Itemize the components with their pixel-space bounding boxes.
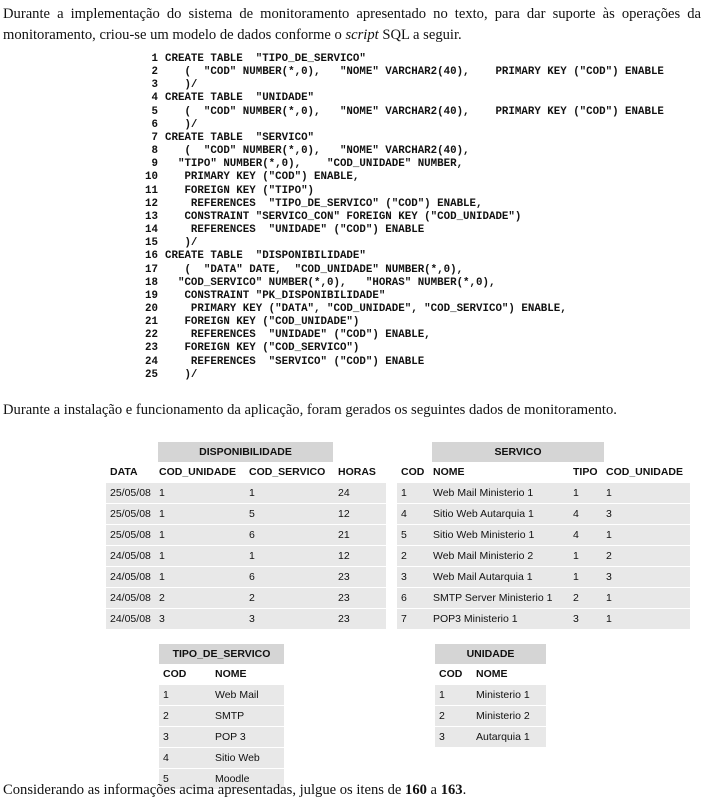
line-number: 13 [145, 210, 158, 223]
table-row [397, 588, 690, 609]
table-row [397, 546, 690, 567]
sql-code: CREATE TABLE "SERVICO" [165, 131, 315, 144]
column-header: COD_SERVICO [245, 462, 334, 483]
table-row [397, 609, 690, 630]
sql-line [128, 224, 664, 237]
item-end-number: 163 [440, 782, 463, 798]
table-cell: Ministerio 2 [472, 706, 546, 727]
sql-line [128, 303, 664, 316]
table-row [159, 706, 284, 727]
table-cell: 25/05/08 [106, 504, 155, 525]
table-row [106, 504, 386, 525]
line-number: 20 [145, 302, 158, 315]
table-row [106, 546, 386, 567]
sql-code: )/ [165, 118, 198, 131]
sql-code: CREATE TABLE "DISPONIBILIDADE" [165, 250, 366, 263]
data-paragraph: Durante a instalação e funcionamento da aplicação, foram gerados os seguintes dados de monitoramento. [3, 402, 617, 418]
table-row [159, 748, 284, 769]
table-cell: 2 [569, 588, 602, 609]
table-row [435, 685, 546, 706]
line-number: 11 [145, 184, 158, 197]
line-number: 12 [145, 197, 158, 210]
intro-text-end: SQL a seguir. [378, 27, 462, 43]
intro-paragraph [3, 4, 701, 46]
table-cell: 2 [435, 706, 472, 727]
table-cell: 2 [155, 588, 245, 609]
table-cell: 21 [334, 525, 386, 546]
table-cell: 1 [569, 567, 602, 588]
sql-line [128, 342, 664, 355]
table-cell: 7 [397, 609, 429, 630]
table-cell: 23 [334, 609, 386, 630]
table-cell: 23 [334, 588, 386, 609]
table-cell: Ministerio 1 [472, 685, 546, 706]
sql-code: FOREIGN KEY ("COD_UNIDADE") [165, 316, 360, 329]
table-cell: 12 [334, 504, 386, 525]
column-header: COD_UNIDADE [602, 462, 690, 483]
item-start-number: 160 [405, 782, 427, 798]
sql-code: REFERENCES "UNIDADE" ("COD") ENABLE [165, 224, 425, 237]
table-cell: 1 [155, 546, 245, 567]
sql-code: ( "COD" NUMBER(*,0), "NOME" VARCHAR2(40), PRIMARY KEY ("COD") ENABLE [165, 105, 664, 118]
sql-line [128, 106, 664, 119]
table-cell: 4 [397, 504, 429, 525]
sql-line [128, 185, 664, 198]
sql-code: )/ [165, 368, 198, 381]
table-cell: 3 [159, 727, 211, 748]
sql-code: CONSTRAINT "PK_DISPONIBILIDADE" [165, 289, 386, 302]
line-number: 24 [145, 355, 158, 368]
table-row [159, 685, 284, 706]
table-cell: 4 [569, 504, 602, 525]
line-number: 22 [145, 329, 158, 342]
sql-line [128, 92, 664, 105]
line-number: 15 [145, 237, 158, 250]
table-cell: SMTP [211, 706, 284, 727]
line-number: 17 [145, 263, 158, 276]
column-header: COD [159, 664, 211, 685]
table-cell: 1 [245, 546, 334, 567]
table-cell: 3 [155, 609, 245, 630]
sql-line [128, 264, 664, 277]
closing-connector: a [426, 782, 441, 798]
column-header: HORAS [334, 462, 386, 483]
line-number: 21 [145, 316, 158, 329]
table-cell: 12 [334, 546, 386, 567]
sql-line [128, 211, 664, 224]
table-cell: 2 [245, 588, 334, 609]
table-cell: 1 [569, 483, 602, 504]
sql-line [128, 250, 664, 263]
table-cell: 1 [397, 483, 429, 504]
sql-script [128, 53, 664, 382]
table-cell: Moodle [211, 769, 284, 790]
table-cell: 5 [397, 525, 429, 546]
table-header-row [435, 664, 546, 685]
table-cell: 6 [245, 525, 334, 546]
table-header-row [159, 664, 284, 685]
table-cell: SMTP Server Ministerio 1 [429, 588, 569, 609]
intro-italic-word: script [345, 27, 379, 43]
table-cell: 4 [569, 525, 602, 546]
unidade-title: UNIDADE [435, 644, 546, 664]
line-number: 2 [151, 66, 158, 79]
sql-code: )/ [165, 237, 198, 250]
sql-line [128, 369, 664, 382]
servico-title: SERVICO [432, 442, 604, 462]
intro-text: Durante a implementação do sistema de monitoramento apresentado no texto, para dar suporte às operações da monitoramento, criou-se um modelo de dados conforme o [3, 6, 701, 43]
unidade-table [435, 644, 546, 747]
table-cell: 23 [334, 567, 386, 588]
line-number: 7 [151, 131, 158, 144]
table-cell: 1 [159, 685, 211, 706]
line-number: 18 [145, 276, 158, 289]
column-header: NOME [429, 462, 569, 483]
column-header: COD [397, 462, 429, 483]
table-cell: 4 [159, 748, 211, 769]
table-row [159, 727, 284, 748]
line-number: 9 [151, 158, 158, 171]
table-cell: 2 [159, 706, 211, 727]
line-number: 25 [145, 368, 158, 381]
table-cell: 1 [435, 685, 472, 706]
table-header-row [106, 462, 386, 483]
sql-code: PRIMARY KEY ("DATA", "COD_UNIDADE", "COD_SERVICO") ENABLE, [165, 302, 567, 315]
table-cell: 1 [602, 588, 690, 609]
table-cell: Sitio Web Autarquia 1 [429, 504, 569, 525]
table-cell: 1 [602, 483, 690, 504]
table-row [397, 504, 690, 525]
table-cell: 1 [155, 525, 245, 546]
line-number: 3 [151, 79, 158, 92]
disponibilidade-table [106, 442, 386, 629]
sql-code: ( "DATA" DATE, "COD_UNIDADE" NUMBER(*,0), [165, 263, 464, 276]
line-number: 16 [145, 250, 158, 263]
table-cell: 6 [245, 567, 334, 588]
table-cell: POP3 Ministerio 1 [429, 609, 569, 630]
servico-table [397, 442, 690, 629]
table-cell: Web Mail Autarquia 1 [429, 567, 569, 588]
column-header: COD_UNIDADE [155, 462, 245, 483]
line-number: 19 [145, 289, 158, 302]
sql-line [128, 171, 664, 184]
table-row [106, 588, 386, 609]
sql-line [128, 66, 664, 79]
table-cell: 25/05/08 [106, 483, 155, 504]
sql-line [128, 158, 664, 171]
table-cell: Web Mail [211, 685, 284, 706]
table-cell: 1 [155, 504, 245, 525]
sql-code: "TIPO" NUMBER(*,0), "COD_UNIDADE" NUMBER, [165, 158, 464, 171]
table-row [435, 727, 546, 748]
table-row [106, 483, 386, 504]
table-cell: Autarquia 1 [472, 727, 546, 748]
table-row [397, 483, 690, 504]
table-cell: 6 [397, 588, 429, 609]
sql-code: "COD_SERVICO" NUMBER(*,0), "HORAS" NUMBER(*,0), [165, 276, 496, 289]
tipo-de-servico-grid [159, 664, 284, 789]
table-cell: 1 [569, 546, 602, 567]
table-cell: 2 [397, 546, 429, 567]
column-header: NOME [211, 664, 284, 685]
sql-code: PRIMARY KEY ("COD") ENABLE, [165, 171, 360, 184]
column-header: TIPO [569, 462, 602, 483]
table-cell: 2 [602, 546, 690, 567]
sql-code: REFERENCES "TIPO_DE_SERVICO" ("COD") ENABLE, [165, 197, 483, 210]
sql-code: ( "COD" NUMBER(*,0), "NOME" VARCHAR2(40), [165, 145, 470, 158]
sql-code: FOREIGN KEY ("COD_SERVICO") [165, 342, 360, 355]
servico-grid [397, 462, 690, 629]
table-row [397, 567, 690, 588]
sql-line [128, 145, 664, 158]
table-cell: 1 [602, 609, 690, 630]
table-cell: 5 [159, 769, 211, 790]
table-cell: 3 [397, 567, 429, 588]
column-header: DATA [106, 462, 155, 483]
table-cell: 24/05/08 [106, 546, 155, 567]
sql-line [128, 316, 664, 329]
column-header: COD [435, 664, 472, 685]
table-cell: 24/05/08 [106, 609, 155, 630]
line-number: 6 [151, 118, 158, 131]
disponibilidade-grid [106, 462, 386, 629]
table-row [106, 567, 386, 588]
table-header-row [397, 462, 690, 483]
table-cell: 24 [334, 483, 386, 504]
sql-line [128, 79, 664, 92]
sql-line [128, 53, 664, 66]
sql-line [128, 356, 664, 369]
line-number: 4 [151, 92, 158, 105]
table-cell: Sitio Web [211, 748, 284, 769]
table-cell: 3 [435, 727, 472, 748]
table-cell: 24/05/08 [106, 567, 155, 588]
sql-line [128, 119, 664, 132]
sql-code: CREATE TABLE "TIPO_DE_SERVICO" [165, 53, 366, 65]
closing-paragraph [3, 782, 466, 799]
sql-line [128, 198, 664, 211]
line-number: 1 [151, 53, 158, 65]
table-cell: 24/05/08 [106, 588, 155, 609]
table-cell: 3 [569, 609, 602, 630]
sql-code: REFERENCES "SERVICO" ("COD") ENABLE [165, 355, 425, 368]
table-cell: 1 [155, 567, 245, 588]
table-cell: Web Mail Ministerio 2 [429, 546, 569, 567]
table-cell: 1 [155, 483, 245, 504]
table-cell: Web Mail Ministerio 1 [429, 483, 569, 504]
tipo-de-servico-table [159, 644, 284, 789]
table-row [435, 706, 546, 727]
sql-code: )/ [165, 79, 198, 92]
table-cell: 3 [602, 504, 690, 525]
table-cell: 3 [245, 609, 334, 630]
table-row [106, 609, 386, 630]
sql-code: REFERENCES "UNIDADE" ("COD") ENABLE, [165, 329, 431, 342]
line-number: 8 [151, 145, 158, 158]
table-row [397, 525, 690, 546]
closing-period: . [462, 782, 467, 798]
tipo-de-servico-title: TIPO_DE_SERVICO [159, 644, 284, 664]
line-number: 10 [145, 171, 158, 184]
closing-text: Considerando as informações acima apresentadas, julgue os itens de [3, 782, 406, 798]
line-number: 23 [145, 342, 158, 355]
disponibilidade-title: DISPONIBILIDADE [158, 442, 333, 462]
sql-line [128, 290, 664, 303]
table-row [106, 525, 386, 546]
sql-code: CONSTRAINT "SERVICO_CON" FOREIGN KEY ("COD_UNIDADE") [165, 210, 522, 223]
table-cell: POP 3 [211, 727, 284, 748]
line-number: 14 [145, 224, 158, 237]
sql-line [128, 237, 664, 250]
sql-code: FOREIGN KEY ("TIPO") [165, 184, 315, 197]
table-cell: 5 [245, 504, 334, 525]
table-cell: 25/05/08 [106, 525, 155, 546]
table-cell: Sitio Web Ministerio 1 [429, 525, 569, 546]
sql-code: CREATE TABLE "UNIDADE" [165, 92, 315, 105]
unidade-grid [435, 664, 546, 747]
sql-line [128, 277, 664, 290]
sql-line [128, 329, 664, 342]
column-header: NOME [472, 664, 546, 685]
sql-code: ( "COD" NUMBER(*,0), "NOME" VARCHAR2(40), PRIMARY KEY ("COD") ENABLE [165, 66, 664, 79]
sql-line [128, 132, 664, 145]
table-cell: 3 [602, 567, 690, 588]
line-number: 5 [151, 105, 158, 118]
table-cell: 1 [602, 525, 690, 546]
table-cell: 1 [245, 483, 334, 504]
